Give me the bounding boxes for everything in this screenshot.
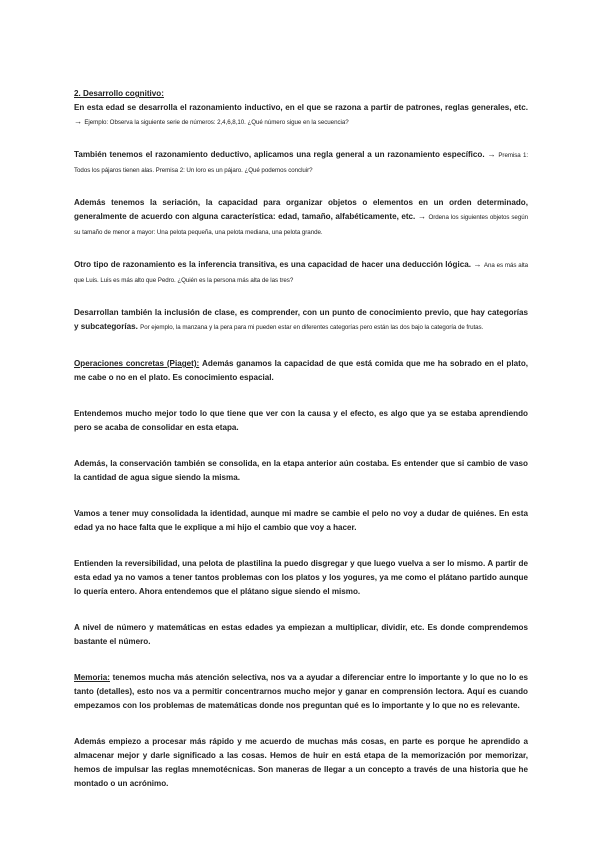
paragraph-inductive [74, 101, 528, 130]
paragraph-deductive [74, 148, 528, 178]
memory-label: Memoria: [74, 673, 110, 682]
arrow-icon: → [417, 212, 426, 221]
identity-text: Vamos a tener muy consolidada la identidad, aunque mi madre se cambie el pelo no voy a dudar de quiénes. En esta edad ya no hace falta que le explique a mi hijo el cambio que voy a hacer. [74, 509, 528, 532]
paragraph-transitive-text: Otro tipo de razonamiento es la inferencia transitiva, es una capacidad de hacer una deducción lógica. [74, 260, 471, 269]
paragraph-cause-effect [74, 407, 528, 435]
example-seriation: Ordena los siguientes objetos según su tamaño de menor a mayor: Una pelota pequeña, una pelota mediana, una pelota grande. [74, 214, 529, 236]
conservation-text: Además, la conservación también se consolida, en la etapa anterior aún costaba. Es entender que si cambio de vaso la cantidad de agua sigue siendo la misma. [74, 459, 528, 482]
paragraph-numbers [74, 621, 528, 649]
paragraph-memory [74, 671, 528, 713]
arrow-icon: → [487, 150, 496, 159]
concrete-operations-label: Operaciones concretas (Piaget): [74, 359, 200, 368]
arrow-icon: → [473, 260, 482, 269]
example-class-inclusion: Por ejemplo, la manzana y la pera para mi pueden estar en diferentes categorías pero están las dos bajo la categoría de frutas. [140, 324, 484, 331]
memory-text: tenemos mucha más atención selectiva, nos va a ayudar a diferenciar entre lo importante y lo que no lo es tanto (detalles), esto nos va a permitir concentrarnos mucho mejor y ganar en comprensión lectora. Aquí es cuando empezamos con los problemas de matemáticas donde nos preguntan qué es lo importante y lo que no es relevante. [74, 673, 528, 710]
section-heading-text: 2. Desarrollo cognitivo: [74, 89, 164, 98]
processing-text: Además empiezo a procesar más rápido y me acuerdo de muchas más cosas, en parte es porque he aprendido a almacenar mejor y darle significado a las cosas. Hemos de huir en está etapa de la memorización por memorizar, hemos de impulsar las reglas mnemotécnicas. Son maneras de llegar a un concepto a través de una historia que he montado o un acrónimo. [74, 737, 528, 788]
paragraph-conservation [74, 457, 528, 485]
paragraph-processing [74, 735, 528, 791]
paragraph-seriation [74, 196, 528, 240]
paragraph-transitive [74, 258, 528, 288]
paragraph-reversibility [74, 557, 528, 599]
reversibility-text: Entienden la reversibilidad, una pelota de plastilina la puedo disgregar y que luego vuelva a ser lo mismo. A partir de esta edad ya no vamos a tener tantos problemas con los platos y los yogures, ya me como el plátano partido aunque lo quería entero. Ahora entendemos que el plátano sigue siendo el mismo. [74, 559, 528, 596]
section-heading [74, 87, 528, 101]
numbers-text: A nivel de número y matemáticas en estas edades ya empiezan a multiplicar, dividir, etc. Es donde comprendemos bastante el número. [74, 623, 528, 646]
paragraph-inductive-text: En esta edad se desarrolla el razonamiento inductivo, en el que se razona a partir de patrones, reglas generales, etc. [74, 103, 528, 112]
concrete-operations-text: Además ganamos la capacidad de que está comida que me ha sobrado en el plato, me cabe o no en el plato. Es conocimiento espacial. [74, 359, 529, 382]
paragraph-seriation-text: Además tenemos la seriación, la capacidad para organizar objetos o elementos en un orden determinado, generalmente de acuerdo con alguna característica: edad, tamaño, alfabéticamente, etc. [74, 198, 528, 221]
paragraph-deductive-text: También tenemos el razonamiento deductivo, aplicamos una regla general a un razonamiento específico. [74, 150, 485, 159]
paragraph-concrete-operations [74, 357, 528, 385]
paragraph-class-inclusion [74, 306, 528, 335]
example-inductive: Ejemplo: Observa la siguiente serie de números: 2,4,6,8,10. ¿Qué número sigue en la secuencia? [84, 119, 349, 126]
example-deductive: Premisa 1: Todos los pájaros tienen alas. Premisa 2: Un loro es un pájaro. ¿Qué podemos concluir? [74, 152, 529, 174]
paragraph-class-inclusion-text: Desarrollan también la inclusión de clase, es comprender, con un punto de conocimiento previo, que hay categorías y subcategorías. [74, 308, 528, 331]
paragraph-identity [74, 507, 528, 535]
document-body [74, 87, 528, 791]
cause-effect-text: Entendemos mucho mejor todo lo que tiene que ver con la causa y el efecto, es algo que ya se estaba aprendiendo pero se acaba de consolidar en esta etapa. [74, 409, 528, 432]
example-transitive: Ana es más alta que Luis. Luis es más alto que Pedro. ¿Quién es la persona más alta de las tres? [74, 262, 529, 284]
arrow-icon: → [74, 117, 83, 126]
